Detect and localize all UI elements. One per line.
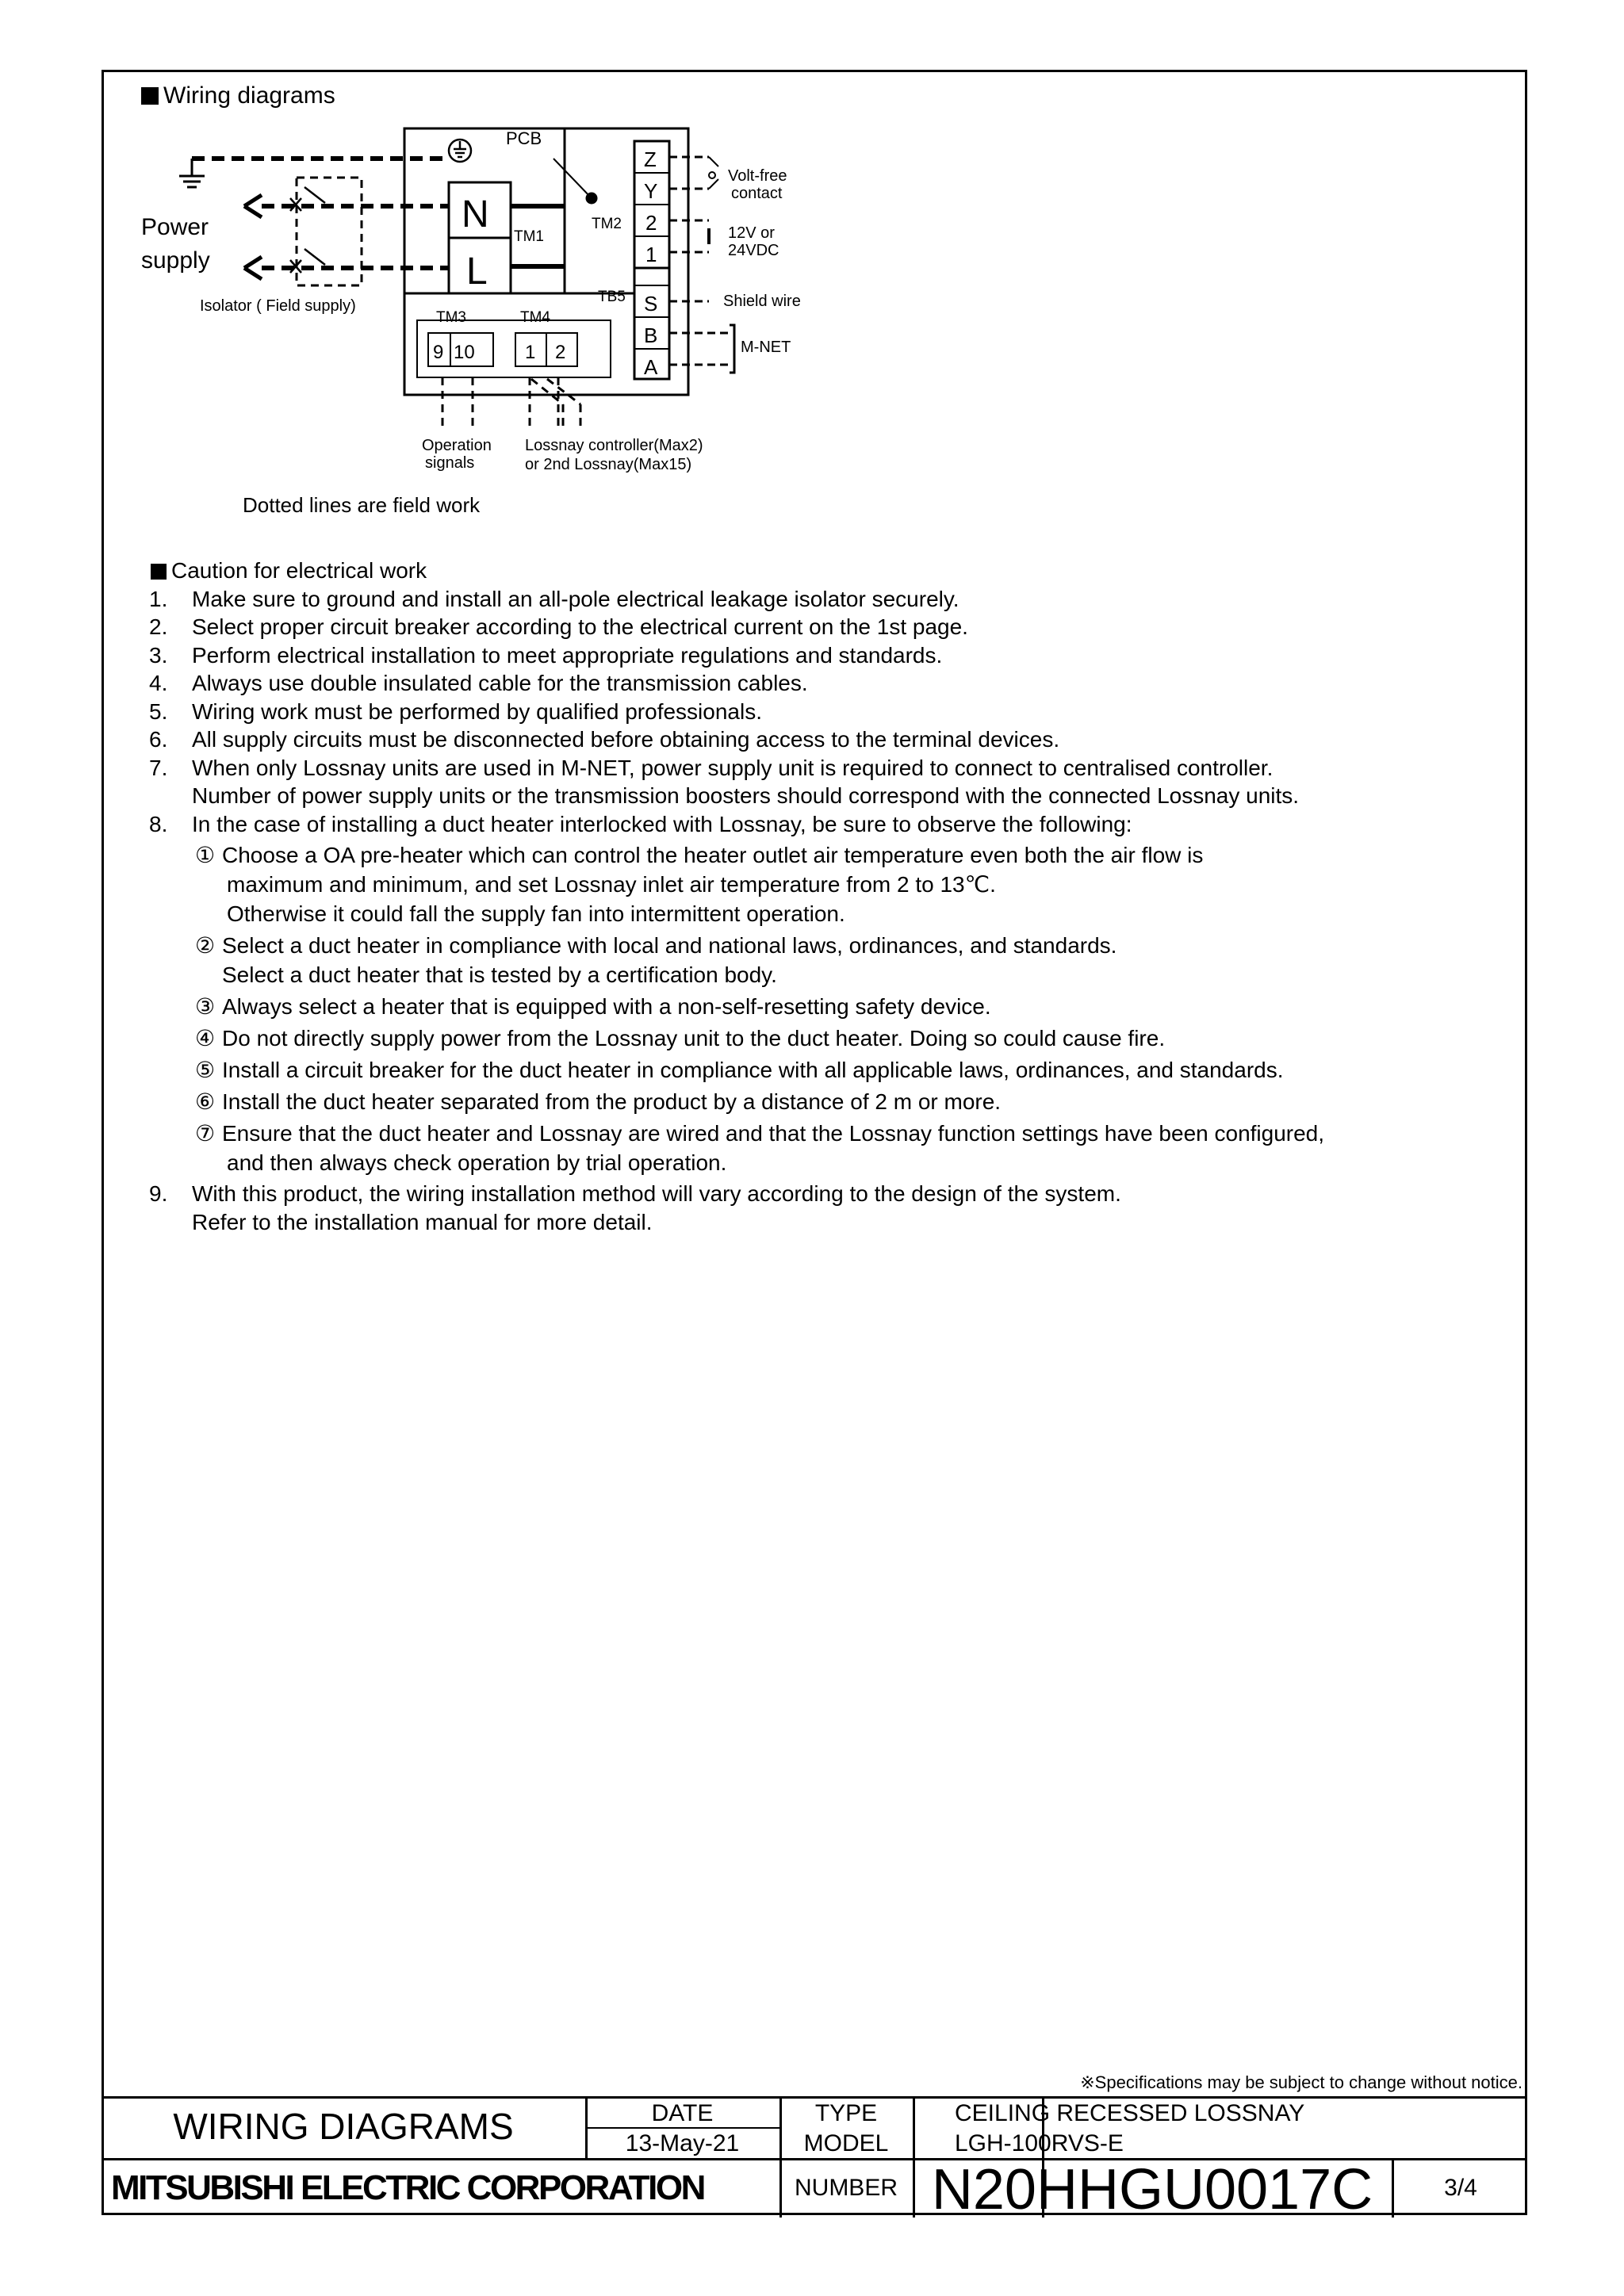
company-name: MITSUBISHI ELECTRIC CORPORATION (111, 2168, 704, 2207)
sub-item (143, 1087, 1491, 1116)
volt-free-label: Volt-free (728, 167, 787, 185)
sub-item-text: Do not directly supply power from the Lossnay unit to the duct heater. Doing so could cause fire. (222, 1026, 1166, 1050)
item-number: 4. (149, 671, 168, 695)
date-label: DATE (651, 2100, 714, 2126)
item-number: 2. (149, 614, 168, 639)
sub-item-text: Select a duct heater in compliance with local and national laws, ordinances, and standards. (222, 933, 1117, 958)
item-number: 9. (149, 1181, 168, 1206)
sub-item-mark: ③ (195, 994, 216, 1019)
tm1-label: TM1 (514, 228, 544, 245)
earth-ground-icon (179, 159, 205, 187)
sub-item-mark: ⑤ (195, 1058, 216, 1082)
item-text: All supply circuits must be disconnected before obtaining access to the terminal devices. (192, 727, 1060, 752)
sub-item-text: Choose a OA pre-heater which can control the heater outlet air temperature even both the air flow is (222, 843, 1204, 867)
document-number: N20HHGU0017C (931, 2158, 1373, 2221)
field-work-note: Dotted lines are field work (243, 493, 481, 517)
pcb-label: PCB (506, 128, 542, 148)
item-text: Wiring work must be performed by qualified professionals. (192, 698, 762, 724)
caution-heading (151, 557, 1491, 585)
terminal-b: B (644, 323, 658, 347)
terminal-tm4-2: 2 (555, 342, 566, 363)
item-text: Always use double insulated cable for the transmission cables. (192, 671, 808, 695)
model-label: MODEL (803, 2130, 889, 2156)
type-value: CEILING RECESSED LOSSNAY (955, 2100, 1305, 2126)
sub-item-text: Ensure that the duct heater and Lossnay are wired and that the Lossnay function settings have been configured, (222, 1121, 1325, 1146)
lossnay-controller-label: Lossnay controller(Max2) (525, 437, 703, 454)
caution-title: Caution for electrical work (171, 558, 427, 583)
list-item (143, 725, 1491, 754)
protective-earth-icon (449, 140, 471, 162)
item-number: 7. (149, 755, 168, 780)
item-number: 6. (149, 727, 168, 752)
terminal-l: L (466, 251, 488, 293)
terminal-9: 9 (433, 342, 444, 363)
square-bullet-icon (151, 564, 167, 580)
list-item (143, 1180, 1491, 1236)
sub-item (143, 931, 1491, 989)
list-item (143, 669, 1491, 698)
date-value: 13-May-21 (625, 2130, 740, 2156)
page-number: 3/4 (1444, 2175, 1477, 2201)
item-number: 3. (149, 642, 168, 668)
power-supply-label-2: supply (141, 247, 210, 274)
terminal-z: Z (644, 147, 657, 171)
sub-item-text: Install the duct heater separated from the product by a distance of 2 m or more. (222, 1089, 1002, 1114)
item-number: 1. (149, 586, 168, 611)
sub-item (143, 1119, 1491, 1177)
lossnay-controller-label-2: or 2nd Lossnay(Max15) (525, 456, 692, 473)
specifications-disclaimer: ※Specifications may be subject to change without notice. (1080, 2072, 1522, 2092)
item-text: Select proper circuit breaker according to the electrical current on the 1st page. (192, 614, 968, 639)
sub-item-text-continued: and then always check operation by trial operation. (227, 1150, 727, 1175)
tm4-label: TM4 (520, 309, 550, 326)
terminal-tm4-1: 1 (525, 342, 536, 363)
wiring-diagrams-heading (141, 82, 335, 109)
shield-wire-label: Shield wire (723, 293, 801, 310)
item-text: In the case of installing a duct heater interlocked with Lossnay, be sure to observe the following: (192, 811, 1132, 836)
voltage-label-2: 24VDC (728, 242, 779, 259)
document-title: WIRING DIAGRAMS (173, 2106, 514, 2147)
terminal-1: 1 (645, 243, 657, 266)
list-item (143, 698, 1491, 726)
sub-item (143, 992, 1491, 1021)
terminal-n: N (462, 193, 489, 235)
item-text: Make sure to ground and install an all-pole electrical leakage isolator securely. (192, 586, 959, 611)
wiring-diagrams-title: Wiring diagrams (163, 82, 335, 109)
sub-item-text-continued: maximum and minimum, and set Lossnay inlet air temperature from 2 to 13℃. (227, 872, 996, 897)
operation-signals-label-2: signals (425, 454, 475, 472)
sub-item (143, 840, 1491, 928)
operation-signals-label: Operation (422, 437, 492, 454)
sub-item-mark: ④ (195, 1026, 216, 1050)
item-text-continued: Refer to the installation manual for more detail. (192, 1209, 653, 1234)
type-label: TYPE (814, 2100, 878, 2126)
tb5-label: TB5 (598, 289, 626, 305)
tm2-label: TM2 (592, 216, 622, 232)
wiring-diagram (135, 109, 848, 482)
terminal-2: 2 (645, 211, 657, 235)
sub-item-text: Always select a heater that is equipped with a non-self-resetting safety device. (222, 994, 991, 1019)
list-item (143, 613, 1491, 641)
terminal-s: S (644, 292, 658, 316)
model-value: LGH-100RVS-E (955, 2130, 1124, 2156)
item-number: 8. (149, 811, 168, 836)
sub-item-text-continued: Otherwise it could fall the supply fan into intermittent operation. (227, 901, 845, 926)
item-text: When only Lossnay units are used in M-NET, power supply unit is required to connect to centralised controller. (192, 755, 1274, 780)
title-block (102, 2096, 1527, 2221)
item-text-continued: Number of power supply units or the transmission boosters should correspond with the connected Lossnay units. (192, 783, 1300, 808)
list-item (143, 585, 1491, 614)
square-bullet-icon (141, 87, 159, 105)
isolator-label: Isolator ( Field supply) (200, 297, 356, 315)
list-item (143, 810, 1491, 839)
sub-item-mark: ⑦ (195, 1121, 216, 1146)
sub-item-text: Install a circuit breaker for the duct heater in compliance with all applicable laws, ordinances, and standards. (222, 1058, 1284, 1082)
voltage-label: 12V or (728, 224, 775, 242)
list-item (143, 754, 1491, 810)
sub-item-text-continued: Select a duct heater that is tested by a certification body. (222, 962, 777, 987)
item-number: 5. (149, 698, 168, 724)
sub-item-mark: ⑥ (195, 1089, 216, 1114)
caution-section (143, 557, 1491, 1236)
m-net-label: M-NET (741, 339, 791, 356)
terminal-a: A (644, 355, 658, 379)
sub-item (143, 1024, 1491, 1053)
item-text: Perform electrical installation to meet appropriate regulations and standards. (192, 642, 943, 668)
sub-item-mark: ② (195, 933, 216, 958)
number-label: NUMBER (794, 2175, 898, 2201)
sub-item (143, 1055, 1491, 1085)
item-text: With this product, the wiring installation method will vary according to the design of the system. (192, 1181, 1121, 1206)
contact-label: contact (731, 185, 783, 202)
terminal-y: Y (644, 179, 658, 203)
terminal-10: 10 (454, 342, 475, 363)
list-item (143, 641, 1491, 670)
power-supply-label: Power (141, 214, 209, 240)
sub-item-mark: ① (195, 843, 216, 867)
tm3-label: TM3 (436, 309, 466, 326)
